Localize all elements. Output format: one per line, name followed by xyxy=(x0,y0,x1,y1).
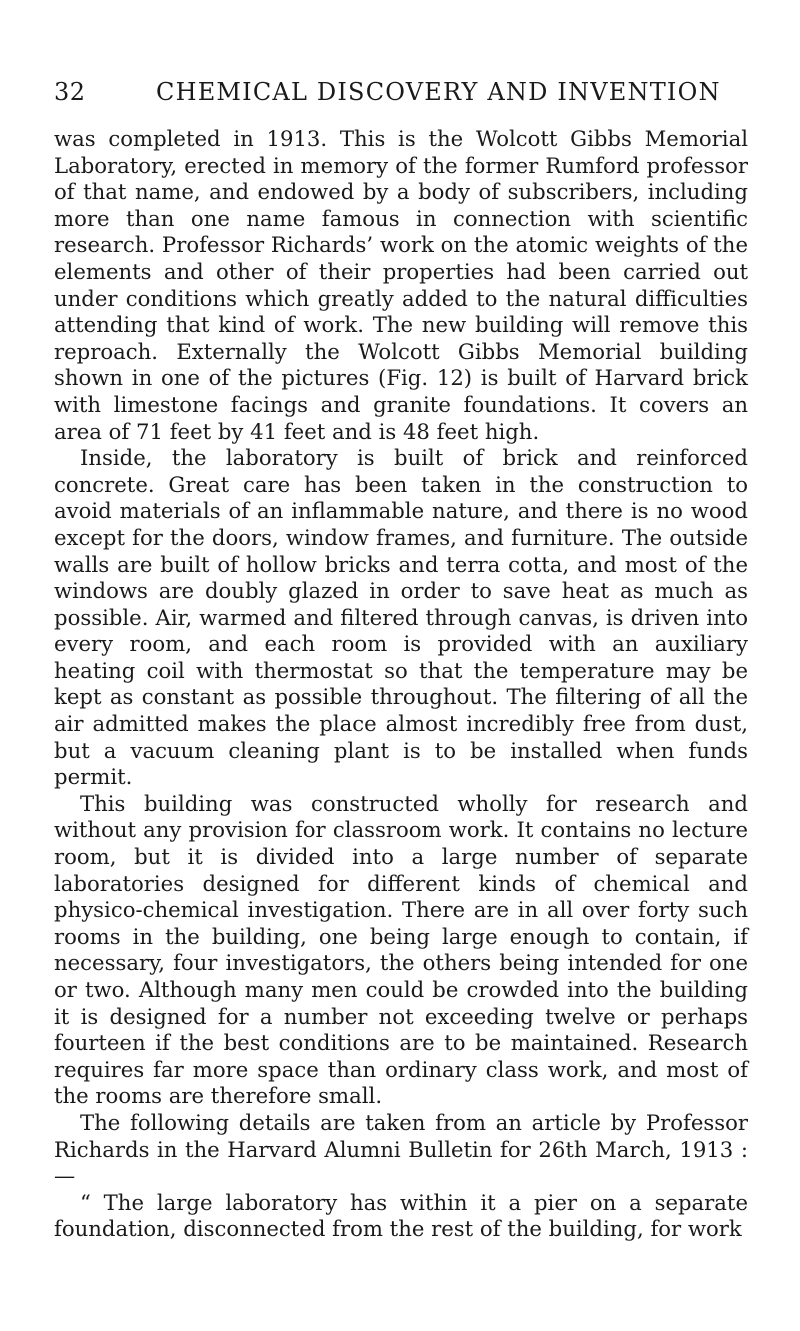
paragraph-following-details: The following details are taken from an article by Professor Richards in the Harvard Alumni Bulletin for 26th March, 1913 :— xyxy=(54,1109,748,1189)
paragraph-continued: was completed in 1913. This is the Wolcott Gibbs Memorial Laboratory, erected in memory of the former Rumford professor of that name, and endowed by a body of subscribers, including more than one name famous in connection with scientific research. Professor Richards’ work on the atomic weights of the elements and other of their properties had been carried out under conditions which greatly added to the natural difficulties attending that kind of work. The new building will remove this reproach. Externally the Wolcott Gibbs Memorial building shown in one of the pictures (Fig. 12) is built of Harvard brick with limestone facings and granite foundations. It covers an area of 71 feet by 41 feet and is 48 feet high. xyxy=(54,126,748,444)
paragraph-quotation: “ The large laboratory has within it a pier on a separate foundation, disconnected from the rest of the building, for work xyxy=(54,1189,748,1242)
page-header xyxy=(54,78,746,118)
paragraph-research-building: This building was constructed wholly for research and without any provision for classroom work. It contains no lecture room, but it is divided into a large number of separate laboratories designed for different kinds of chemical and physico-chemical investigation. There are in all over forty such rooms in the building, one being large enough to contain, if necessary, four investigators, the others being intended for one or two. Although many men could be crowded into the building it is designed for a number not exceeding twelve or perhaps fourteen if the best conditions are to be maintained. Research requires far more space than ordinary class work, and most of the rooms are therefore small. xyxy=(54,790,748,1109)
page-number: 32 xyxy=(54,78,86,106)
body-text xyxy=(54,126,748,1243)
running-head: CHEMICAL DISCOVERY AND INVENTION xyxy=(156,78,721,106)
paragraph-inside-laboratory: Inside, the laboratory is built of brick and reinforced concrete. Great care has been taken in the construction to avoid materials of an inflammable nature, and there is no wood except for the doors, window frames, and furniture. The outside walls are built of hollow bricks and terra cotta, and most of the windows are doubly glazed in order to save heat as much as possible. Air, warmed and filtered through canvas, is driven into every room, and each room is provided with an auxiliary heating coil with thermostat so that the temperature may be kept as constant as possible throughout. The filtering of all the air admitted makes the place almost incredibly free from dust, but a vacuum cleaning plant is to be installed when funds permit. xyxy=(54,445,748,790)
